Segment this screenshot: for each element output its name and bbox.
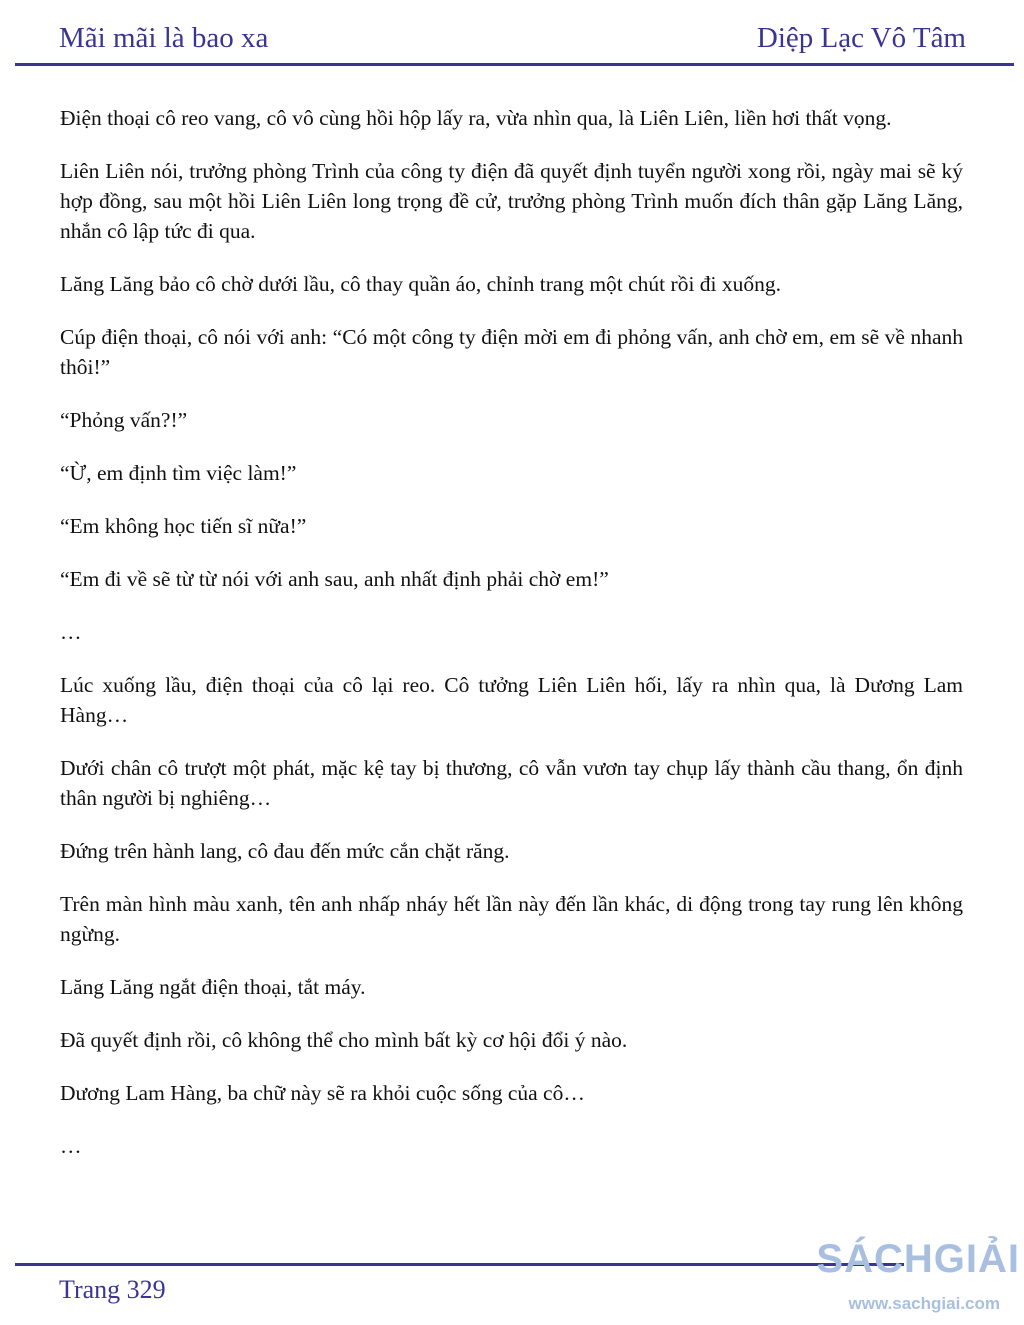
paragraph: Đã quyết định rồi, cô không thể cho mình bất kỳ cơ hội đổi ý nào. xyxy=(60,1028,628,1052)
paragraph: “Ừ, em định tìm việc làm!” xyxy=(60,461,297,485)
footer-divider xyxy=(15,1263,904,1266)
paragraph: Lăng Lăng bảo cô chờ dưới lầu, cô thay quần áo, chỉnh trang một chút rồi đi xuống. xyxy=(60,272,782,296)
paragraph: Dương Lam Hàng, ba chữ này sẽ ra khỏi cuộc sống của cô… xyxy=(60,1081,585,1105)
paragraph: Lúc xuống lầu, điện thoại của cô lại reo. Cô tưởng Liên Liên hối, lấy ra nhìn qua, là Dương Lam Hàng… xyxy=(60,673,963,727)
watermark-brand: SÁCHGIẢI xyxy=(816,1237,1020,1281)
paragraph: “Phỏng vấn?!” xyxy=(60,408,188,432)
paragraph: Lăng Lăng ngắt điện thoại, tắt máy. xyxy=(60,975,366,999)
page-body xyxy=(60,103,963,1184)
paragraph: Liên Liên nói, trưởng phòng Trình của công ty điện đã quyết định tuyển người xong rồi, ngày mai sẽ ký hợp đồng, sau một hồi Liên Liên long trọng đề cử, trưởng phòng Trình muốn đích thân gặp Lăng Lăng, nhắn cô lập tức đi qua. xyxy=(60,159,963,243)
watermark-url: www.sachgiai.com xyxy=(848,1294,1000,1313)
author-name: Diệp Lạc Vô Tâm xyxy=(756,22,966,54)
paragraph: … xyxy=(60,620,82,644)
paragraph: Đứng trên hành lang, cô đau đến mức cắn chặt răng. xyxy=(60,839,510,863)
paragraph: Điện thoại cô reo vang, cô vô cùng hồi hộp lấy ra, vừa nhìn qua, là Liên Liên, liền hơi thất vọng. xyxy=(60,106,892,130)
paragraph: “Em đi về sẽ từ từ nói với anh sau, anh nhất định phải chờ em!” xyxy=(60,567,609,591)
page-number: Trang 329 xyxy=(59,1275,166,1304)
paragraph: Trên màn hình màu xanh, tên anh nhấp nháy hết lần này đến lần khác, di động trong tay rung lên không ngừng. xyxy=(60,892,963,946)
header-divider xyxy=(15,63,1014,66)
paragraph: Dưới chân cô trượt một phát, mặc kệ tay bị thương, cô vẫn vươn tay chụp lấy thành cầu thang, ổn định thân người bị nghiêng… xyxy=(60,756,963,810)
paragraph: “Em không học tiến sĩ nữa!” xyxy=(60,514,307,538)
paragraph: … xyxy=(60,1134,82,1158)
watermark-logo xyxy=(810,1222,1020,1322)
paragraph: Cúp điện thoại, cô nói với anh: “Có một công ty điện mời em đi phỏng vấn, anh chờ em, em sẽ về nhanh thôi!” xyxy=(60,325,963,379)
book-title: Mãi mãi là bao xa xyxy=(59,22,269,54)
